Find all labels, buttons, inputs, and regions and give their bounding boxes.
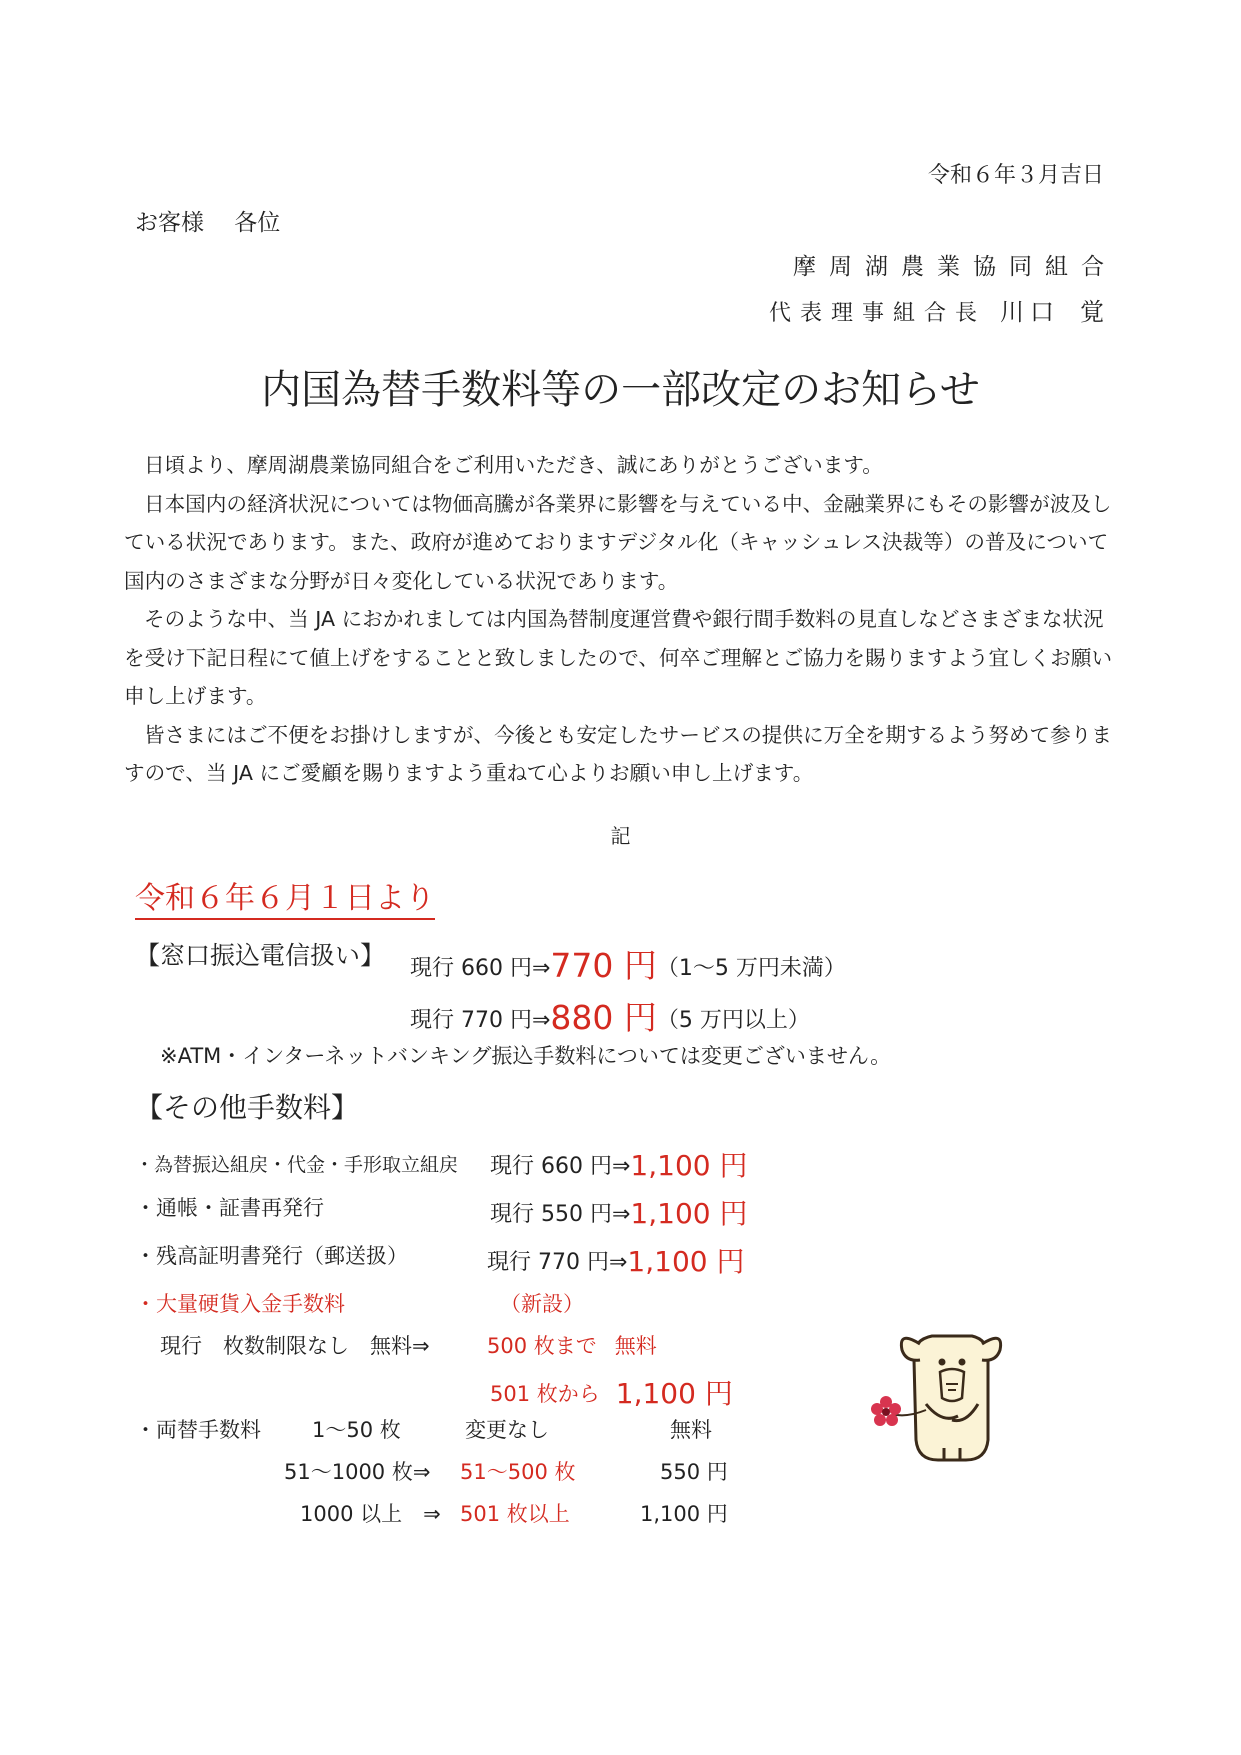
exchange-new-range: 501 枚以上 — [460, 1502, 570, 1526]
current-fee: 現行 660 円⇒ — [490, 1154, 631, 1179]
new-fee: 1,100 円 — [630, 1197, 748, 1230]
exchange-old-range: 1000 以上 ⇒ — [300, 1502, 441, 1526]
atm-note: ※ATM・インターネットバンキング振込手数料については変更ございません。 — [160, 1044, 892, 1068]
current-fee: 現行 550 円⇒ — [490, 1202, 631, 1227]
tier-range: 500 枚まで — [487, 1334, 597, 1358]
other-fees-heading: 【その他手数料】 — [135, 1091, 360, 1124]
new-fee: 770 円 — [550, 946, 657, 985]
tier-range: 501 枚から — [490, 1382, 600, 1406]
exchange-fee: 550 円 — [660, 1460, 728, 1484]
exchange-fee-name: ・両替手数料 — [135, 1418, 261, 1442]
representative-surname: 川口 — [1000, 298, 1060, 326]
body-paragraph-4: 皆さまにはご不便をお掛けしますが、今後とも安定したサービスの提供に万全を期するよう努めて参りますので、当 JA にご愛顧を賜りますよう重ねて心よりお願い申し上げます。 — [124, 722, 1112, 785]
mascot-illustration — [862, 1300, 1032, 1474]
fee-item-name: ・残高証明書発行（郵送扱） — [135, 1244, 408, 1268]
new-fee: 880 円 — [550, 998, 657, 1037]
exchange-fee: 無料 — [670, 1418, 712, 1442]
exchange-old-range: 1～50 枚 — [312, 1418, 401, 1442]
counter-transfer-row — [410, 992, 810, 1039]
issue-date: 令和６年３月吉日 — [927, 163, 1104, 188]
organization-name: 摩周湖農業協同組合 — [793, 254, 1117, 280]
coin-deposit-tier1 — [487, 1330, 657, 1360]
coin-deposit-status: （新設） — [500, 1292, 584, 1316]
exchange-fee: 1,100 円 — [640, 1502, 728, 1526]
body-paragraph-1: 日頃より、摩周湖農業協同組合をご利用いただき、誠にありがとうございます。 — [144, 453, 883, 477]
fee-item-name: ・通帳・証書再発行 — [135, 1196, 324, 1220]
body-paragraph-2: 日本国内の経済状況については物価高騰が各業界に影響を与えている中、金融業界にもその影響が波及している状況であります。また、政府が進めておりますデジタル化（キャッシュレス決裁等）の普及について国内のさまざまな分野が日々変化している状況であります。 — [124, 491, 1112, 593]
current-fee: 現行 660 円⇒ — [410, 956, 551, 981]
representative-given-name: 覚 — [1080, 298, 1104, 326]
representative — [769, 292, 1104, 327]
counter-transfer-heading: 【窓口振込電信扱い】 — [135, 941, 386, 970]
body-paragraph-3: そのような中、当 JA におかれましては内国為替制度運営費や銀行間手数料の見直しなどさまざまな状況を受け下記日程にて値上げをすることと致しましたので、何卒ご理解とご協力を賜りますよう宜しくお願い申し上げます。 — [124, 607, 1113, 708]
fee-item-name: ・為替振込組戻・代金・手形取立組戻 — [135, 1154, 459, 1176]
tier-fee: 1,100 円 — [615, 1377, 733, 1410]
coin-deposit-tier2 — [490, 1372, 733, 1412]
current-fee: 現行 770 円⇒ — [487, 1250, 628, 1275]
coin-deposit-name: ・大量硬貨入金手数料 — [135, 1292, 345, 1316]
exchange-old-range: 51～1000 枚⇒ — [284, 1460, 431, 1484]
coin-deposit-current: 現行 枚数制限なし 無料⇒ — [160, 1334, 430, 1358]
effective-date: 令和６年６月１日より — [135, 880, 435, 920]
ki-mark: 記 — [610, 824, 631, 848]
fee-item-values — [487, 1240, 744, 1280]
fee-item-values — [490, 1192, 747, 1232]
notice-title: 内国為替手数料等の一部改定のお知らせ — [261, 367, 980, 413]
mascot-icon — [862, 1300, 1032, 1470]
fee-item-values — [490, 1144, 747, 1184]
new-fee: 1,100 円 — [627, 1245, 745, 1278]
counter-transfer-row — [410, 940, 846, 987]
exchange-new-range: 51～500 枚 — [460, 1460, 576, 1484]
fee-condition: （5 万円以上） — [656, 1008, 810, 1033]
current-fee: 現行 770 円⇒ — [410, 1008, 551, 1033]
recipient: お客様 各位 — [135, 210, 281, 236]
representative-title: 代表理事組合長 — [768, 301, 986, 326]
tier-fee: 無料 — [614, 1334, 657, 1358]
notice-body — [124, 446, 1124, 793]
exchange-new-range: 変更なし — [465, 1418, 549, 1442]
fee-condition: （1～5 万円未満） — [656, 956, 846, 981]
new-fee: 1,100 円 — [630, 1149, 748, 1182]
